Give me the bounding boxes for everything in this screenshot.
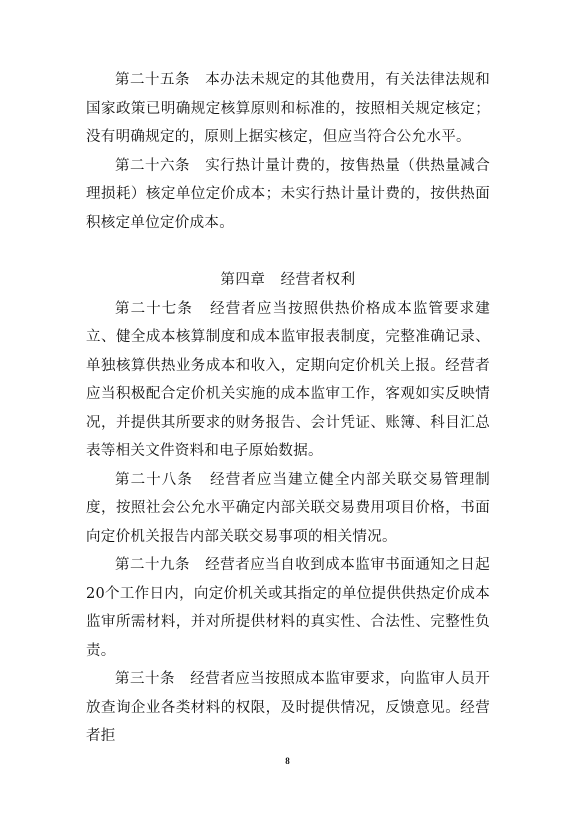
article-number: 第二十九条 <box>115 557 190 573</box>
article-27 <box>86 295 490 466</box>
chapter-title: 经营者权利 <box>280 272 356 288</box>
article-number: 第二十六条 <box>115 157 190 174</box>
article-26 <box>86 152 490 238</box>
article-number: 第二十八条 <box>115 471 193 488</box>
article-number: 第二十五条 <box>115 72 190 88</box>
chapter-number: 第四章 <box>220 272 266 288</box>
article-number: 第三十条 <box>115 671 175 687</box>
article-number: 第二十七条 <box>115 300 193 317</box>
chapter-heading <box>86 266 490 295</box>
article-text: 经营者应当按照成本监审要求，向监审人员开放查询企业各类材料的权限，及时提供情况，反馈意见。经营者拒 <box>86 671 490 744</box>
article-text: 经营者应当建立健全内部关联交易管理制度，按照社会公允水平确定内部关联交易费用项目价格，书面向定价机关报告内部关联交易事项的相关情况。 <box>86 471 491 545</box>
article-30 <box>86 665 490 751</box>
article-text: 经营者应当按照供热价格成本监管要求建立、健全成本核算制度和成本监审报表制度，完整准确记录、单独核算供热业务成本和收入，定期向定价机关上报。经营者应当积极配合定价机关实施的成本监审工作，客观如实反映情况，并提供其所要求的财务报告、会计凭证、账簿、科目汇总表等相关文件资料和电子原始数据。 <box>86 300 491 459</box>
article-29 <box>86 551 490 665</box>
article-text: 实行热计量计费的，按售热量（供热量减合理损耗）核定单位定价成本；未实行热计量计费的，按供热面积核定单位定价成本。 <box>86 157 490 231</box>
article-25 <box>86 66 490 152</box>
article-28 <box>86 466 490 552</box>
article-text: 经营者应当自收到成本监审书面通知之日起20个工作日内，向定价机关或其指定的单位提供供热定价成本监审所需材料，并对所提供材料的真实性、合法性、完整性负责。 <box>86 557 490 659</box>
document-body <box>86 66 490 751</box>
article-text: 本办法未规定的其他费用，有关法律法规和国家政策已明确规定核算原则和标准的，按照相关规定核定；没有明确规定的，原则上据实核定，但应当符合公允水平。 <box>86 72 490 145</box>
page-number: 8 <box>285 756 290 766</box>
